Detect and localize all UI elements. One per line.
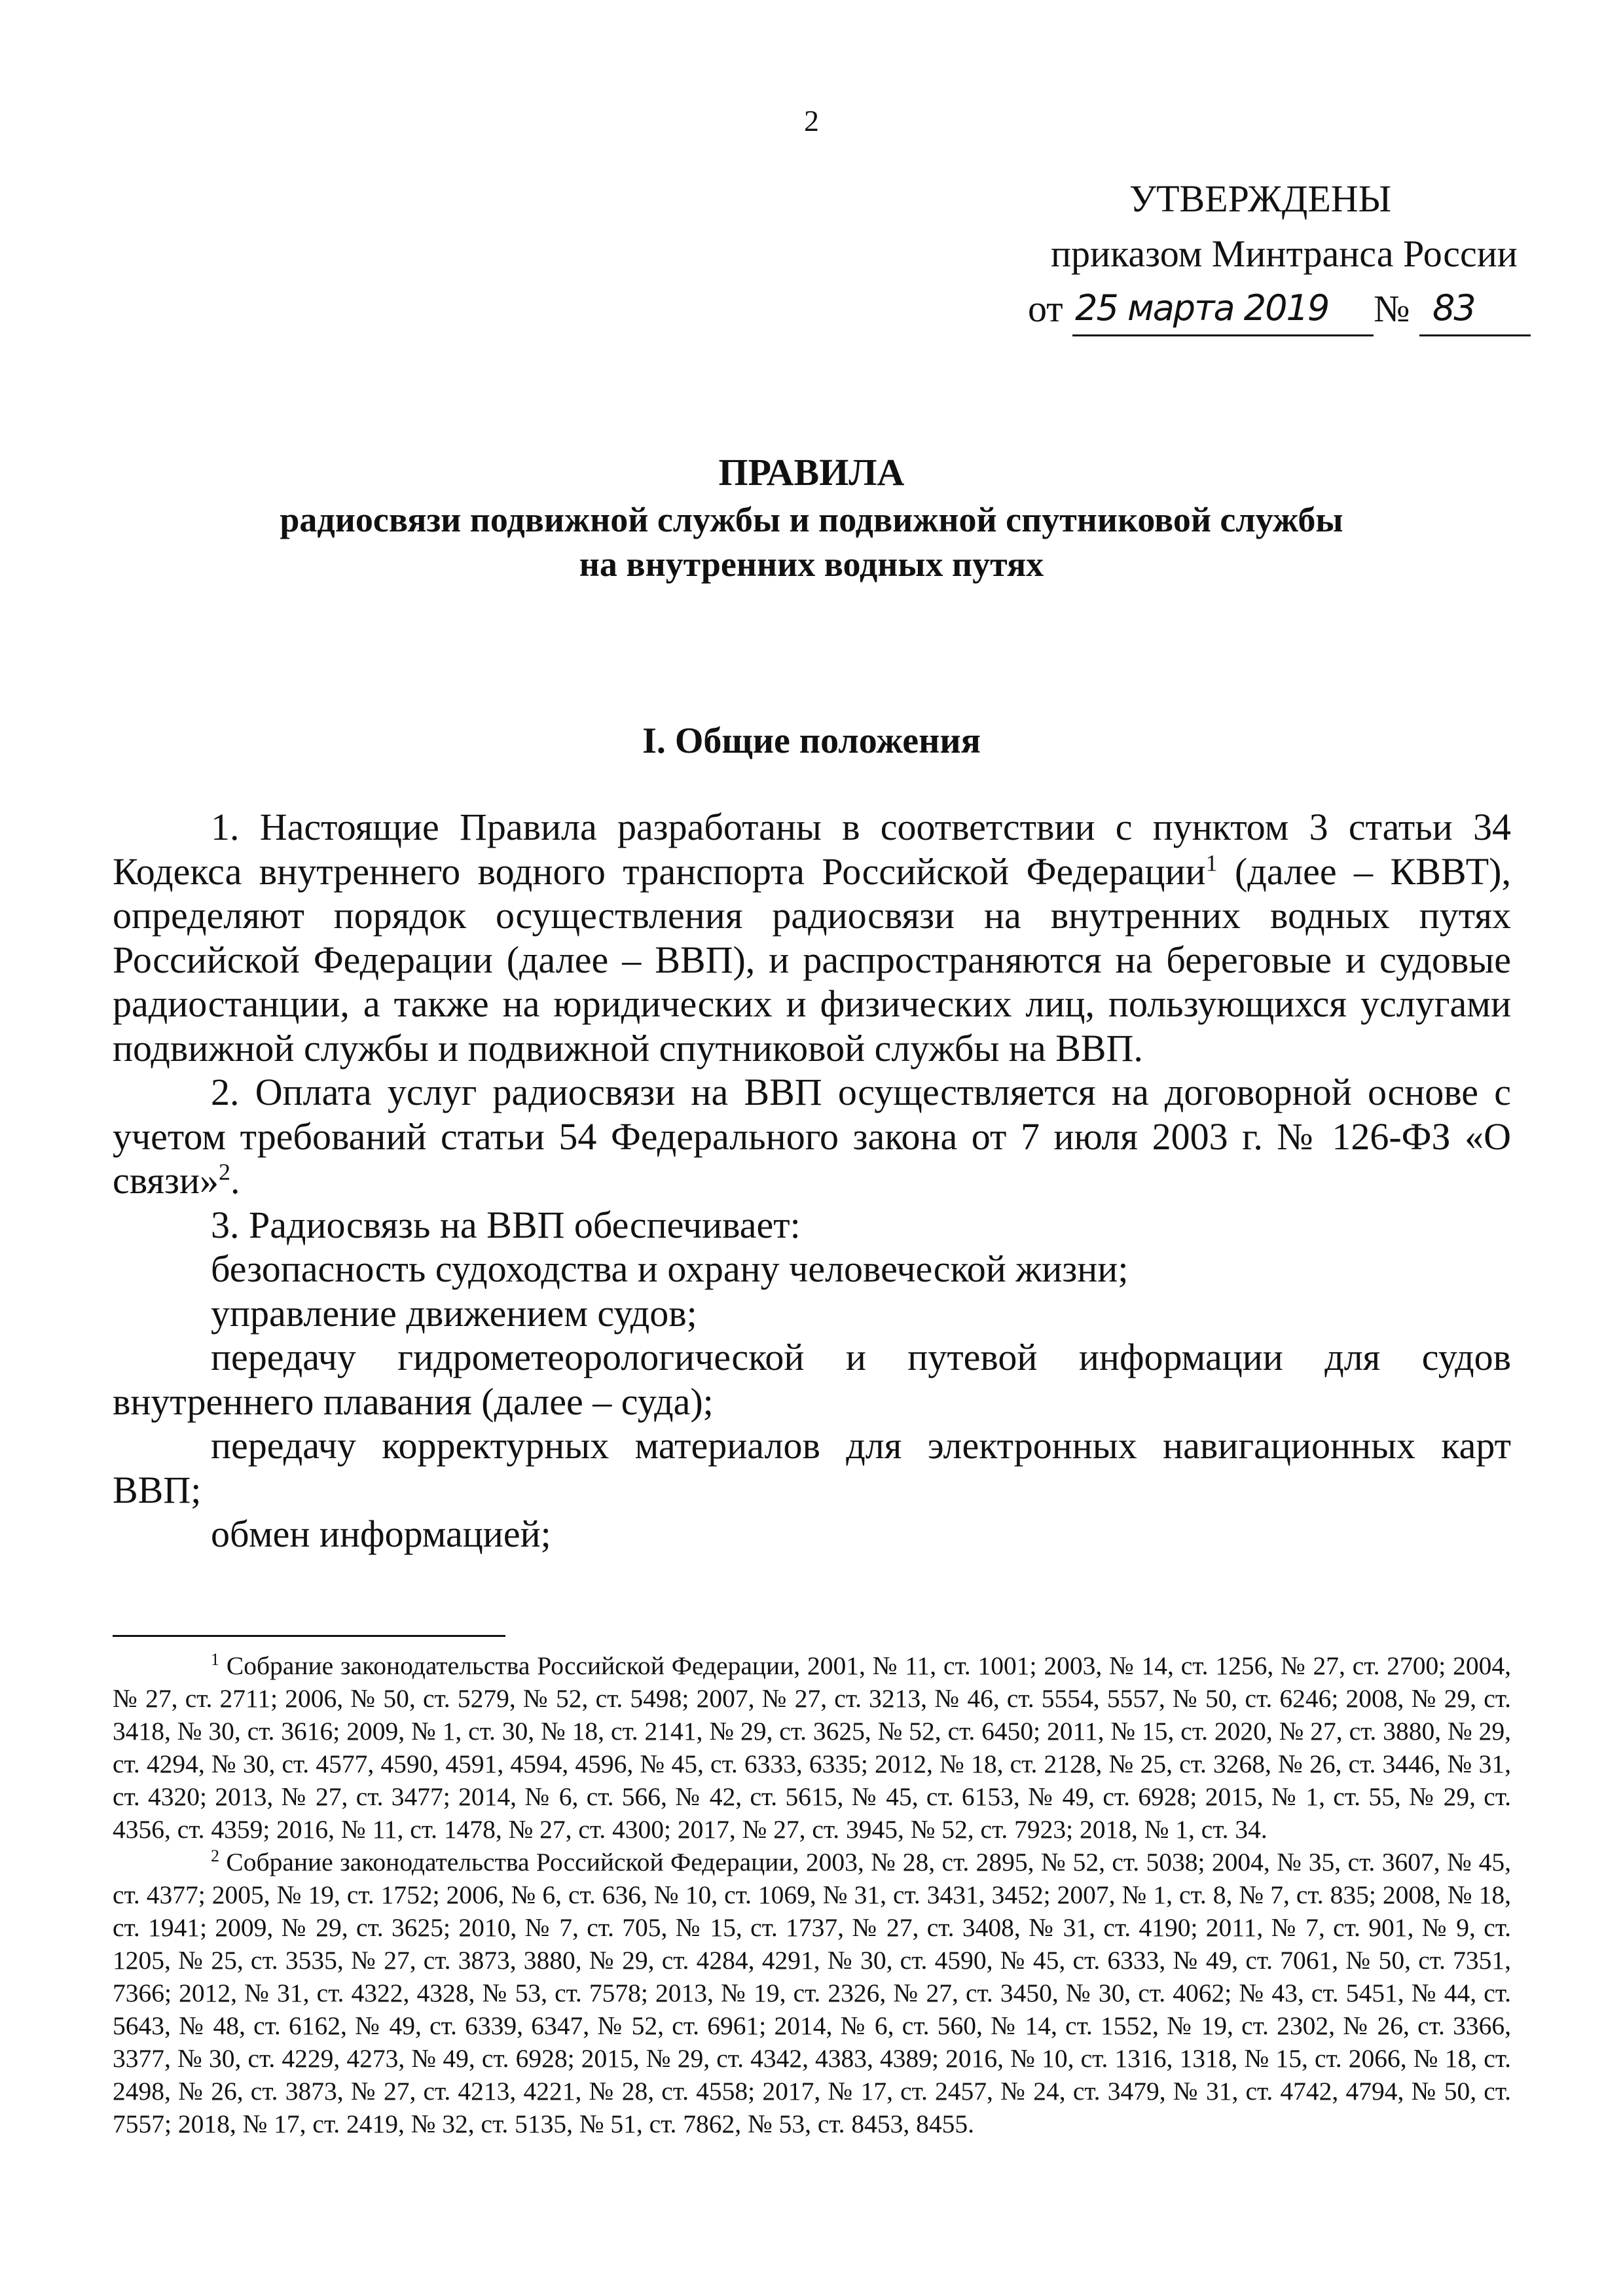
footnote-2 — [113, 1846, 1511, 2140]
list-item: управление движением судов; — [211, 1291, 697, 1335]
approval-date-line — [1021, 281, 1531, 336]
section-heading: I. Общие положения — [642, 721, 981, 761]
paragraph-1-text-cont: (далее – КВВТ), определяют порядок осуществления радиосвязи на внутренних водных путях Российской Федерации (далее – ВВП), и распространяются на береговые и судовые радиостанции, а также на юридических и физических лиц, пользующихся услугами подвижной службы и подвижной спутниковой службы на ВВП. — [113, 850, 1512, 1069]
paragraph-3: 3. Радиосвязь на ВВП обеспечивает: — [211, 1203, 801, 1246]
paragraph-2-text: 2. Оплата услуг радиосвязи на ВВП осуществляется на договорной основе с учетом требований статьи 54 Федерального закона от 7 июля 2003 г. № 126-ФЗ «О связи» — [113, 1071, 1511, 1202]
footnotes — [113, 1649, 1511, 2140]
list-item: передачу корректурных материалов для электронных навигационных карт ВВП; — [113, 1424, 1511, 1511]
footnote-1-text: Собрание законодательства Российской Федерации, 2001, № 11, ст. 1001; 2003, № 14, ст. 1256, № 27, ст. 2700; 2004, № 27, ст. 2711; 2006, № 50, ст. 5279, № 52, ст. 5498; 2007, № 27, ст. 3213, № 46, ст. 5554, 5557, № 50, ст. 6246; 2008, № 29, ст. 3418, № 30, ст. 3616; 2009, № 1, ст. 30, № 18, ст. 2141, № 29, ст. 3625, № 52, ст. 6450; 2011, № 15, ст. 2020, № 27, ст. 3880, № 29, ст. 4294, № 30, ст. 4577, 4590, 4591, 4594, 4596, № 45, ст. 6333, 6335; 2012, № 18, ст. 2128, № 25, ст. 3268, № 26, ст. 3446, № 31, ст. 4320; 2013, № 27, ст. 3477; 2014, № 6, ст. 566, № 42, ст. 5615, № 45, ст. 6153, № 49, ст. 6928; 2015, № 1, ст. 55, № 29, ст. 4356, ст. 4359; 2016, № 11, ст. 1478, № 27, ст. 4300; 2017, № 27, ст. 3945, № 52, ст. 7923; 2018, № 1, ст. 34. — [113, 1651, 1511, 1844]
subtitle-line-1: радиосвязи подвижной службы и подвижной спутниковой службы — [280, 500, 1343, 539]
footnote-1 — [113, 1649, 1511, 1846]
footnote-divider — [113, 1635, 505, 1637]
approval-issuer: приказом Минтранса России — [1051, 232, 1518, 275]
footnote-ref-2[interactable]: 2 — [219, 1158, 230, 1185]
document-title: ПРАВИЛА — [718, 451, 905, 493]
handwritten-date: 25 марта 2019 — [1075, 287, 1329, 329]
footnote-2-mark: 2 — [211, 1846, 219, 1865]
paragraph-2-text-cont: . — [230, 1159, 240, 1202]
footnote-1-mark: 1 — [211, 1649, 219, 1669]
paragraph-2 — [113, 1070, 1511, 1203]
approval-title: УТВЕРЖДЕНЫ — [1129, 177, 1392, 220]
page-number: 2 — [804, 104, 819, 137]
handwritten-number: 83 — [1432, 287, 1475, 329]
document-subtitle — [0, 497, 1623, 586]
approval-block — [1021, 171, 1531, 336]
list-item: безопасность судоходства и охрану человеческой жизни; — [211, 1247, 1129, 1290]
paragraph-1-text: 1. Настоящие Правила разработаны в соответствии с пунктом 3 статьи 34 Кодекса внутреннего водного транспорта Российской Федерации — [113, 806, 1511, 893]
body-text — [113, 805, 1511, 1556]
footnote-ref-1[interactable]: 1 — [1205, 850, 1218, 876]
list-item: обмен информацией; — [211, 1513, 551, 1555]
handwritten-date-field — [1072, 287, 1374, 336]
list-item: передачу гидрометеорологической и путевой информации для судов внутреннего плавания (далее – суда); — [113, 1336, 1511, 1423]
subtitle-line-2: на внутренних водных путях — [579, 545, 1044, 584]
handwritten-number-field — [1419, 287, 1531, 336]
footnote-2-text: Собрание законодательства Российской Федерации, 2003, № 28, ст. 2895, № 52, ст. 5038; 2004, № 35, ст. 3607, № 45, ст. 4377; 2005, № 19, ст. 1752; 2006, № 6, ст. 636, № 10, ст. 1069, № 31, ст. 3431, 3452; 2007, № 1, ст. 8, № 7, ст. 835; 2008, № 18, ст. 1941; 2009, № 29, ст. 3625; 2010, № 7, ст. 705, № 15, ст. 1737, № 27, ст. 3408, № 31, ст. 4190; 2011, № 7, ст. 901, № 9, ст. 1205, № 25, ст. 3535, № 27, ст. 3873, 3880, № 29, ст. 4284, 4291, № 30, ст. 4590, № 45, ст. 6333, № 49, ст. 7061, № 50, ст. 7351, 7366; 2012, № 31, ст. 4322, 4328, № 53, ст. 7578; 2013, № 19, ст. 2326, № 27, ст. 3450, № 30, ст. 4062; № 43, ст. 5451, № 44, ст. 5643, № 48, ст. 6162, № 49, ст. 6339, 6347, № 52, ст. 6961; 2014, № 6, ст. 560, № 14, ст. 1552, № 19, ст. 2302, № 26, ст. 3366, 3377, № 30, ст. 4229, 4273, № 49, ст. 6928; 2015, № 29, ст. 4342, 4383, 4389; 2016, № 10, ст. 1316, 1318, № 15, ст. 2066, № 18, ст. 2498, № 26, ст. 3873, № 27, ст. 4213, 4221, № 28, ст. 4558; 2017, № 17, ст. 2457, № 24, ст. 3479, № 31, ст. 4742, 4794, № 50, ст. 7557; 2018, № 17, ст. 2419, № 32, ст. 5135, № 51, ст. 7862, № 53, ст. 8453, 8455. — [113, 1848, 1511, 2138]
date-prefix: от — [1028, 287, 1063, 330]
number-prefix: № — [1374, 287, 1410, 330]
paragraph-1 — [113, 805, 1511, 1070]
